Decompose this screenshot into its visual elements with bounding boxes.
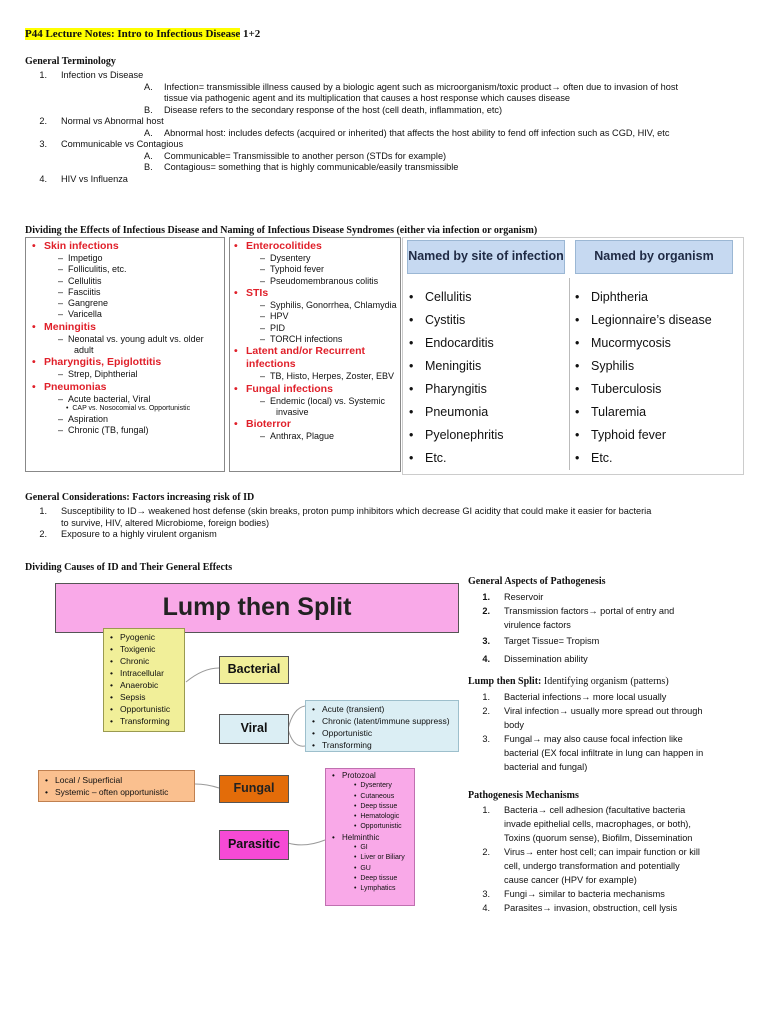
- column-divider: [569, 278, 570, 470]
- category-label: • Enterocolitides: [234, 240, 400, 253]
- sub-item: A. Communicable= Transmissible to another person (STDs for example): [144, 150, 447, 161]
- sub-item-continuation: tissue via pathogenic agent and its multiplication that causes a host response which causes disease: [164, 93, 571, 103]
- fungal-list: [38, 770, 195, 802]
- general-terminology-list: [25, 70, 755, 185]
- organism-list: [575, 286, 712, 470]
- list-item: • Endocarditis: [409, 332, 504, 355]
- list-item: 4. Parasites→ invasion, obstruction, cell lysis: [482, 903, 678, 913]
- list-item: • Transforming: [110, 715, 184, 727]
- list-item: • Chronic (latent/immune suppress): [312, 715, 458, 727]
- subtopic: – Aspiration: [58, 413, 109, 424]
- list-item: • Toxigenic: [110, 643, 184, 655]
- subtopic: – PID: [260, 322, 286, 333]
- category-label: • Meningitis: [32, 321, 224, 334]
- list-item: • Legionnaire’s disease: [575, 309, 712, 332]
- viral-list: [305, 700, 459, 752]
- list-item: • Dysentery: [354, 782, 392, 790]
- lump-split-title: Lump then Split: [55, 583, 459, 633]
- list-item: • Meningitis: [409, 355, 504, 378]
- parasitic-box: Parasitic: [219, 830, 289, 860]
- title-highlight: P44 Lecture Notes: Intro to Infectious Disease: [25, 28, 241, 40]
- subtopic: – Folliculitis, etc.: [58, 264, 127, 275]
- list-item: • Hematologic: [354, 813, 400, 821]
- pathogenesis-mechanisms-heading: Pathogenesis Mechanisms: [468, 790, 579, 801]
- subtopic: – Fasciitis: [58, 286, 101, 297]
- subtopic: – Endemic (local) vs. Systemic: [260, 395, 386, 406]
- list-item: • Deep tissue: [354, 802, 398, 810]
- subtopic: – Typhoid fever: [260, 264, 325, 275]
- title-rest: 1+2: [240, 28, 261, 40]
- list-item: • Opportunistic: [312, 727, 458, 739]
- sub-item: B. Disease refers to the secondary response of the host (cell death, inflammation, etc): [144, 104, 503, 115]
- lump-split-diagram: [25, 578, 459, 893]
- list-item: • GU: [354, 864, 371, 872]
- site-header: Named by site of infection: [407, 240, 565, 274]
- subtopic: – Gangrene: [58, 298, 109, 309]
- list-item: • Intracellular: [110, 667, 184, 679]
- list-item: 4. HIV vs Influenza: [39, 173, 128, 184]
- general-considerations-heading: General Considerations: Factors increasing risk of ID: [25, 492, 255, 503]
- lump-split-heading: Lump then Split: Identifying organism (patterns): [468, 676, 669, 687]
- organism-header: Named by organism: [575, 240, 733, 274]
- subtopic: – Varicella: [58, 309, 102, 320]
- subtopic-detail: • CAP vs. Nosocomial vs. Opportunistic: [66, 405, 191, 412]
- subtopic: – TORCH infections: [260, 333, 343, 344]
- dividing-effects-heading: Dividing the Effects of Infectious Disease and Naming of Infectious Disease Syndromes (either via infection or organism): [25, 225, 538, 236]
- list-item: 3. Target Tissue= Tropism: [482, 636, 600, 646]
- list-item: 1. Susceptibility to ID→ weakened host defense (skin breaks, proton pump inhibitors which decrease GI acidity that could make it easier for bacteria: [39, 506, 652, 516]
- list-item: • Diphtheria: [575, 286, 712, 309]
- list-item: 2. Exposure to a highly virulent organism: [39, 529, 217, 539]
- list-item: • Tularemia: [575, 401, 712, 424]
- subtopic-continuation: adult: [74, 345, 94, 355]
- subtopic: – Cellulitis: [58, 275, 102, 286]
- list-item: • Systemic – often opportunistic: [45, 786, 194, 798]
- list-item: 2. Virus→ enter host cell; can impair function or kill: [482, 847, 700, 857]
- subtopic: – Anthrax, Plague: [260, 431, 335, 442]
- list-item: • Pharyngitis: [409, 378, 504, 401]
- list-item: • Pyogenic: [110, 631, 184, 643]
- list-item: 2. Normal vs Abnormal host: [39, 116, 164, 126]
- viral-box: Viral: [219, 714, 289, 744]
- subtopic: – Syphilis, Gonorrhea, Chlamydia: [260, 300, 397, 310]
- fungal-box: Fungal: [219, 775, 289, 803]
- list-item: • Pneumonia: [409, 401, 504, 424]
- protozoal-label: • Protozoal: [332, 771, 414, 781]
- list-item: 1. Bacteria→ cell adhesion (facultative bacteria: [482, 805, 686, 815]
- pathogenesis-aspects-heading: General Aspects of Pathogenesis: [468, 576, 606, 587]
- list-item-continuation: to survive, HIV, altered Microbiome, foreign bodies): [61, 517, 270, 528]
- category-label: • Skin infections: [32, 240, 224, 253]
- subtopic: – Acute bacterial, Viral: [58, 393, 151, 404]
- subtopic: – Strep, Diphtherial: [58, 369, 138, 380]
- list-item-continuation: body: [504, 720, 524, 730]
- subtopic: – Pseudomembranous colitis: [260, 275, 379, 286]
- list-item: • Pyelonephritis: [409, 424, 504, 447]
- list-item-continuation: cause cancer (HPV for example): [504, 875, 637, 885]
- list-item: • Cellulitis: [409, 286, 504, 309]
- subtopic: – Impetigo: [58, 253, 103, 264]
- category-label: • Pneumonias: [32, 381, 224, 394]
- pathogenesis-mechanisms-list: [468, 803, 758, 915]
- bacterial-list: [103, 628, 185, 732]
- effects-column-2: [229, 237, 401, 472]
- list-item: 2. Transmission factors→ portal of entry and: [482, 606, 675, 616]
- list-item-continuation: bacterial (EX focal infiltrate in lung can happen in: [504, 748, 704, 758]
- list-item-continuation: invade epithelial cells, macrophages, or both),: [504, 819, 691, 829]
- list-item-continuation: cell, undergo transformation and potentially: [504, 861, 680, 871]
- category-label: • Latent and/or Recurrent: [234, 345, 400, 358]
- list-item: • Syphilis: [575, 355, 712, 378]
- list-item: • Acute (transient): [312, 703, 458, 715]
- list-item: 1. Reservoir: [482, 592, 544, 602]
- list-item: 3. Fungal→ may also cause focal infection like: [482, 734, 683, 744]
- list-item: • Deep tissue: [354, 874, 398, 882]
- category-label: • Bioterror: [234, 418, 400, 431]
- list-item: • Sepsis: [110, 691, 184, 703]
- pathogenesis-aspects-list: [468, 590, 758, 666]
- list-item: 1. Bacterial infections→ more local usually: [482, 692, 667, 702]
- list-item: 1. Infection vs Disease: [39, 70, 144, 80]
- list-item-continuation: virulence factors: [504, 620, 571, 630]
- subtopic-continuation: invasive: [276, 406, 309, 417]
- list-item: • Local / Superficial: [45, 774, 194, 786]
- effects-column-1: [25, 237, 225, 472]
- category-label: • Pharyngitis, Epiglottitis: [32, 356, 224, 369]
- list-item: • Liver or Biliary: [354, 854, 405, 862]
- list-item: • Typhoid fever: [575, 424, 712, 447]
- parasitic-list: [325, 768, 415, 906]
- sub-item: A. Infection= transmissible illness caused by a biologic agent such as microorganism/toxic product→ often due to invasion of host: [144, 81, 679, 92]
- list-item: • Opportunistic: [110, 703, 184, 715]
- bacterial-box: Bacterial: [219, 656, 289, 684]
- list-item: • Opportunistic: [354, 823, 402, 831]
- list-item-continuation: Toxins (quorum sense), Biofilm, Dissemination: [504, 833, 693, 843]
- page-title: [25, 28, 260, 42]
- list-item: 2. Viral infection→ usually more spread out through: [482, 706, 703, 716]
- list-item: • Cystitis: [409, 309, 504, 332]
- subtopic: – TB, Histo, Herpes, Zoster, EBV: [260, 371, 395, 382]
- category-label: • STIs: [234, 287, 400, 300]
- list-item: • Anaerobic: [110, 679, 184, 691]
- list-item: • Transforming: [312, 739, 458, 751]
- list-item: • Mucormycosis: [575, 332, 712, 355]
- named-by-panel: [402, 237, 744, 475]
- list-item: 4. Dissemination ability: [482, 654, 588, 664]
- category-label-continuation: infections: [246, 358, 296, 371]
- list-item: • Chronic: [110, 655, 184, 667]
- general-considerations-list: [25, 506, 755, 541]
- subtopic: – HPV: [260, 311, 289, 322]
- site-list: [409, 286, 504, 470]
- dividing-causes-heading: Dividing Causes of ID and Their General Effects: [25, 562, 233, 573]
- list-item: • GI: [354, 844, 368, 852]
- helminthic-label: • Helminthic: [332, 833, 414, 843]
- list-item: • Etc.: [575, 447, 712, 470]
- subtopic: – Chronic (TB, fungal): [58, 425, 149, 435]
- sub-item: B. Contagious= something that is highly communicable/easily transmissible: [144, 162, 459, 172]
- list-item: • Cutaneous: [354, 792, 395, 800]
- list-item: • Lymphatics: [354, 885, 396, 893]
- subtopic: – Dysentery: [260, 253, 311, 264]
- list-item-continuation: bacterial and fungal): [504, 762, 588, 772]
- category-label: • Fungal infections: [234, 383, 400, 396]
- general-terminology-heading: General Terminology: [25, 56, 116, 67]
- list-item: • Tuberculosis: [575, 378, 712, 401]
- lump-split-list: [468, 690, 758, 774]
- list-item: 3. Fungi→ similar to bacteria mechanisms: [482, 889, 665, 899]
- list-item: 3. Communicable vs Contagious: [39, 139, 184, 149]
- sub-item: A. Abnormal host: includes defects (acquired or inherited) that affects the host ability to fend off infection such as CGD, HIV, etc: [144, 127, 670, 138]
- subtopic: – Neonatal vs. young adult vs. older: [58, 333, 204, 344]
- list-item: • Etc.: [409, 447, 504, 470]
